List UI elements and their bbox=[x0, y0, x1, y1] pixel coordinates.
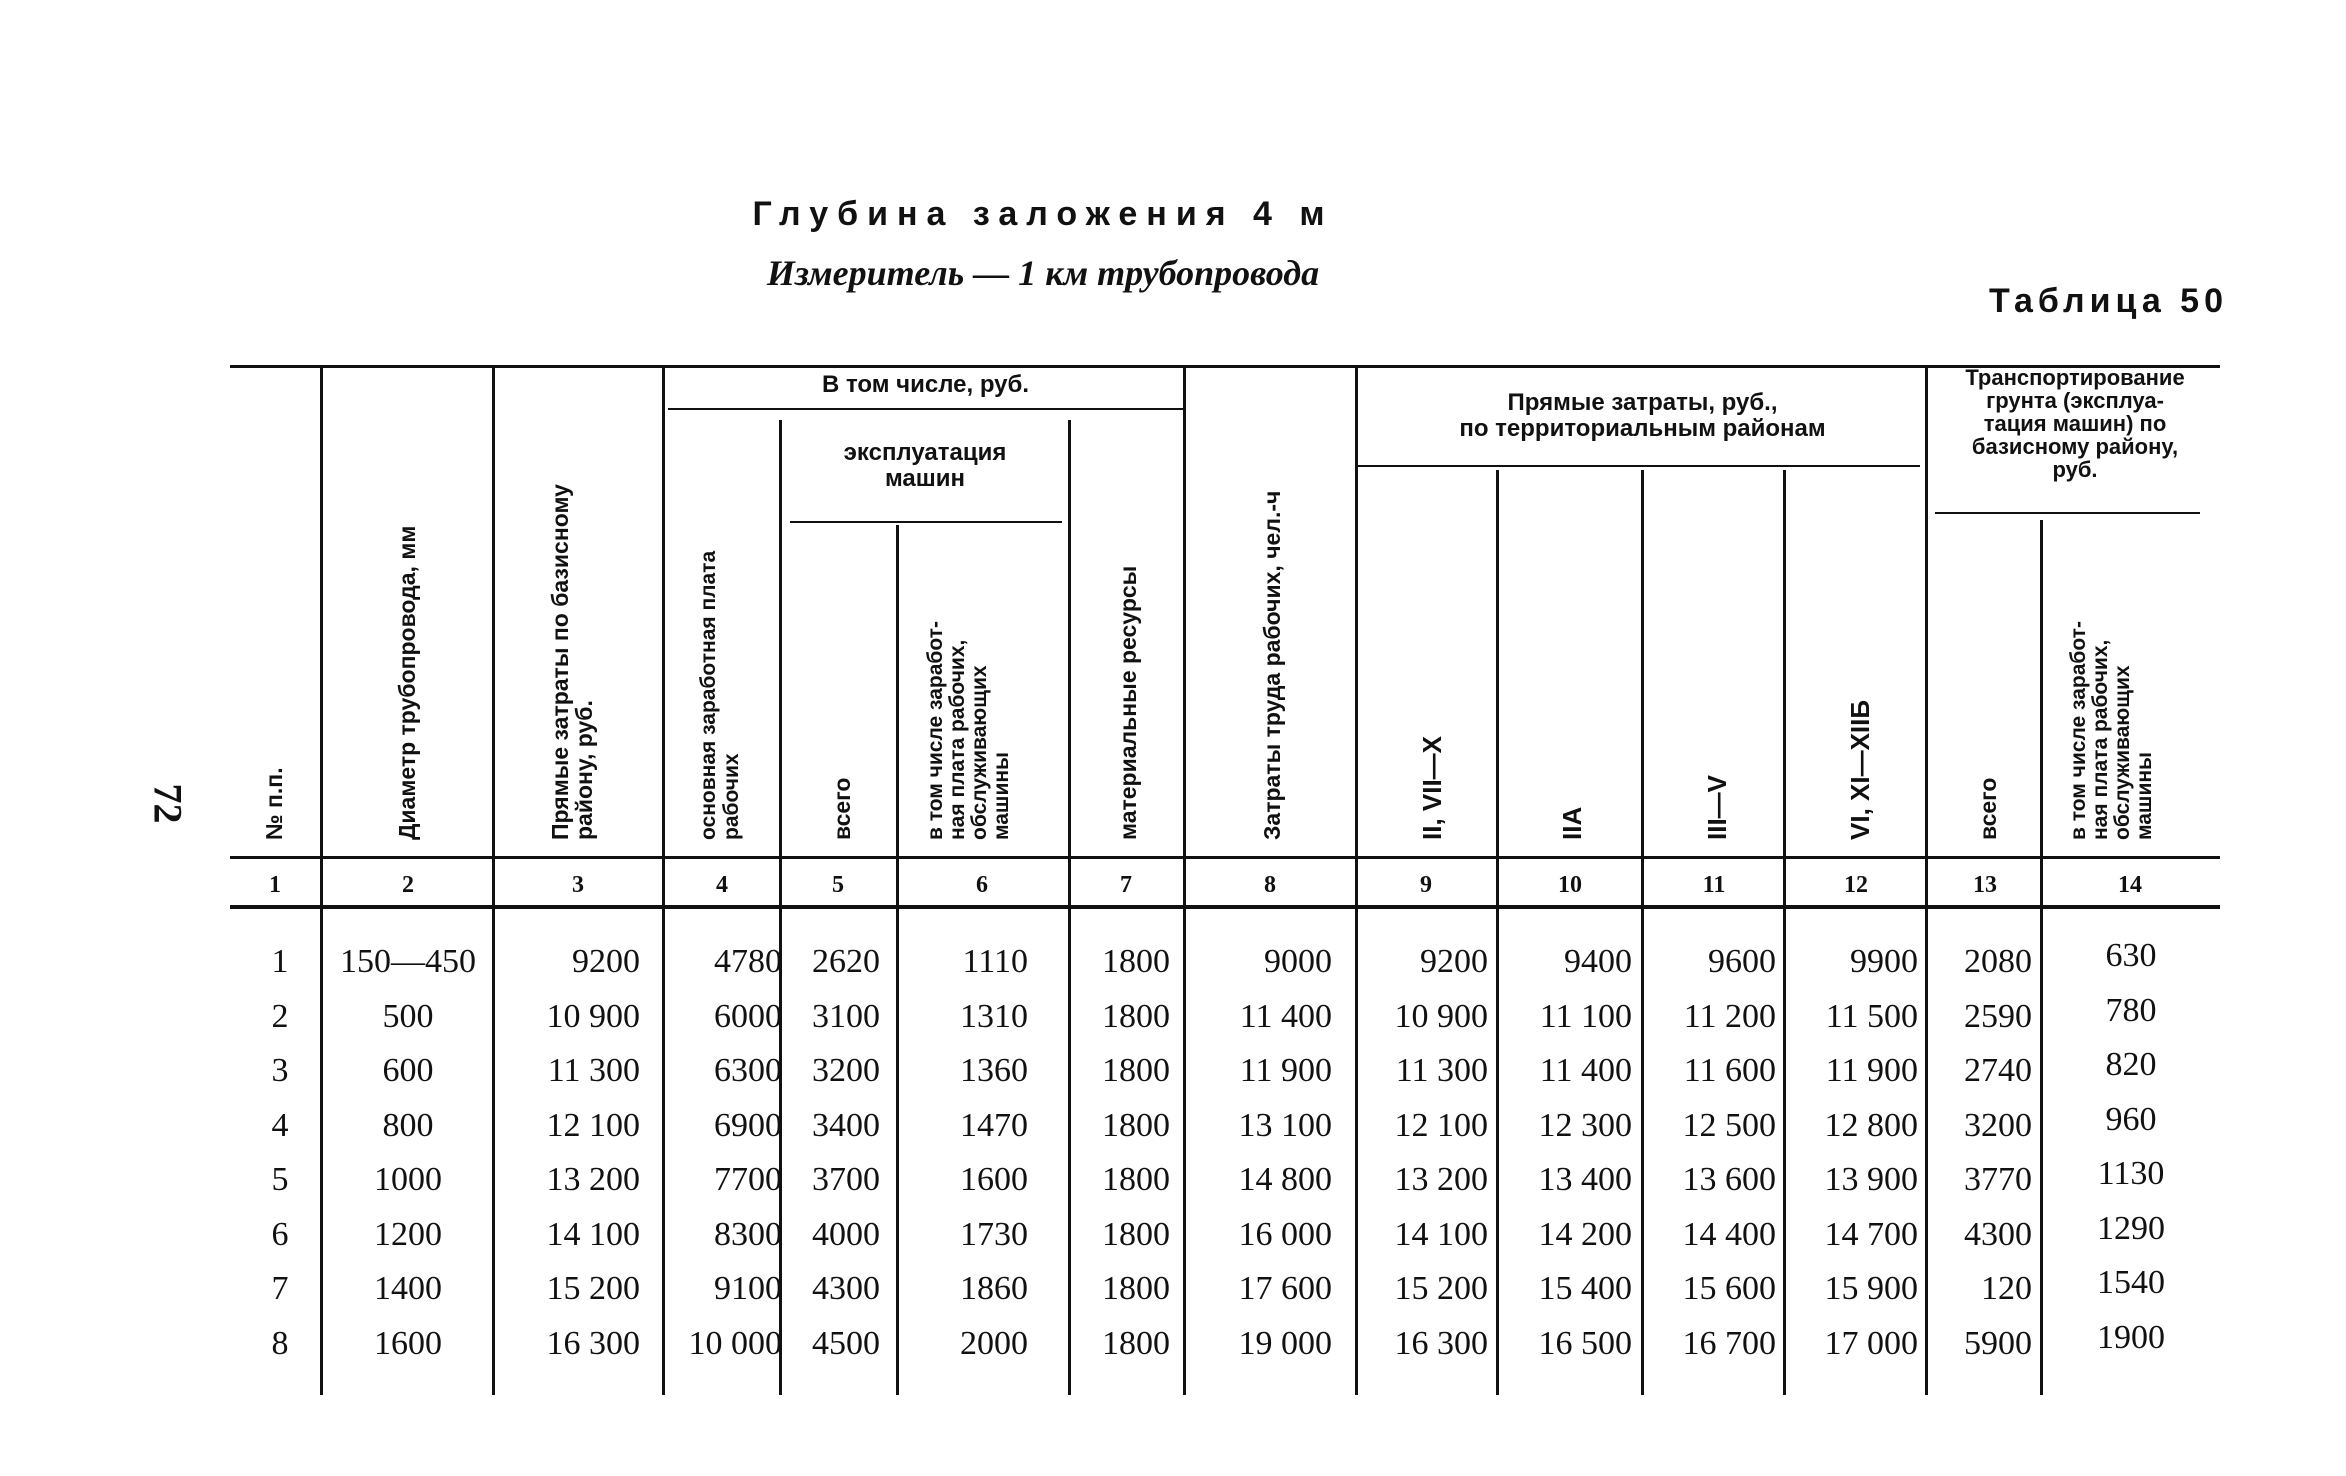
table-cell-col-3: 12 100 bbox=[546, 1106, 640, 1144]
header-col-10: IIA bbox=[1557, 806, 1587, 840]
table-cell-col-10: 13 400 bbox=[1538, 1161, 1632, 1198]
table-cell-col-7: 1800 bbox=[1102, 997, 1170, 1035]
table-cell-col-8: 13 100 bbox=[1238, 1106, 1332, 1144]
table-cell-col-4: 4780 bbox=[714, 943, 782, 980]
table-cell-col-12: 12 800 bbox=[1824, 1106, 1918, 1144]
table-cell-col-13: 3770 bbox=[1964, 1161, 2032, 1198]
table-cell-col-9: 16 300 bbox=[1394, 1324, 1488, 1362]
header-col-14-line3: обслуживающих bbox=[2111, 665, 2134, 840]
table-cell-col-14: 820 bbox=[2105, 1046, 2157, 1083]
group-mach-rule bbox=[790, 521, 1062, 523]
header-col-4-line1: основная заработная плата bbox=[697, 550, 720, 840]
header-col-6-line2: ная плата рабочих, bbox=[946, 639, 969, 840]
header-col-14-line2: ная плата рабочих, bbox=[2089, 639, 2112, 840]
header-col-4 bbox=[697, 551, 743, 840]
table-cell-col-10: 11 100 bbox=[1539, 997, 1632, 1035]
table-cell-col-7: 1800 bbox=[1102, 1161, 1170, 1198]
table-cell-col-8: 14 800 bbox=[1238, 1161, 1332, 1198]
col-number: 5 bbox=[832, 872, 844, 898]
table-cell-col-4: 10 000 bbox=[688, 1324, 782, 1362]
header-col-11: III—V bbox=[1702, 774, 1732, 840]
header-col-6-line1: в том числе заработ- bbox=[924, 621, 947, 840]
header-col-14-line1: в том числе заработ- bbox=[2067, 621, 2090, 840]
col-number: 2 bbox=[402, 872, 414, 898]
header-col-14-line4: машины bbox=[2133, 752, 2156, 840]
table-cell-col-13: 120 bbox=[1981, 1270, 2032, 1307]
header-group-machines-line1: эксплуатация bbox=[843, 439, 1007, 466]
table-cell-col-1: 5 bbox=[271, 1161, 289, 1198]
table-cell-col-13: 2080 bbox=[1964, 943, 2032, 980]
header-col-9: II, VII—X bbox=[1417, 735, 1447, 840]
table-cell-col-8: 11 400 bbox=[1239, 997, 1332, 1035]
header-col-12: VI, XI—XIIБ bbox=[1845, 699, 1875, 840]
table-cell-col-9: 14 100 bbox=[1394, 1215, 1488, 1253]
header-group-territorial-line2: по территориальным районам bbox=[1459, 415, 1826, 442]
table-cell-col-3: 11 300 bbox=[547, 1052, 640, 1089]
table-cell-col-1: 4 bbox=[271, 1106, 289, 1144]
table-cell-col-9: 15 200 bbox=[1394, 1270, 1488, 1307]
header-group-machines-line2: машин bbox=[884, 465, 966, 492]
table-cell-col-6: 1860 bbox=[960, 1270, 1028, 1307]
header-group-territorial-line1: Прямые затраты, руб., bbox=[1507, 389, 1778, 416]
table-cell-col-7: 1800 bbox=[1102, 1324, 1170, 1362]
header-col-8: Затраты труда рабочих, чел.-ч bbox=[1259, 490, 1285, 840]
table-cell-col-14: 1290 bbox=[2097, 1209, 2165, 1247]
table-cell-col-14: 780 bbox=[2105, 991, 2157, 1029]
table-cell-col-2: 1600 bbox=[374, 1324, 442, 1362]
table-cell-col-2: 800 bbox=[382, 1106, 434, 1144]
table-cell-col-5: 4500 bbox=[812, 1324, 880, 1362]
table-cell-col-5: 3700 bbox=[812, 1161, 880, 1198]
table-cell-col-12: 17 000 bbox=[1824, 1324, 1918, 1362]
table-cell-col-10: 9400 bbox=[1564, 943, 1632, 980]
table-cell-col-13: 2590 bbox=[1964, 997, 2032, 1035]
table-cell-col-4: 8300 bbox=[714, 1215, 782, 1253]
col-number: 8 bbox=[1264, 872, 1276, 898]
table-cell-col-14: 1540 bbox=[2097, 1264, 2165, 1301]
group-terr-rule bbox=[1358, 465, 1920, 467]
col-divider bbox=[320, 365, 323, 1395]
col-divider bbox=[2040, 520, 2043, 1395]
table-top-rule bbox=[230, 365, 2220, 368]
col-number: 1 bbox=[269, 872, 281, 898]
col-number: 10 bbox=[1558, 872, 1582, 898]
header-group-transport bbox=[1930, 366, 2220, 481]
table-cell-col-12: 14 700 bbox=[1824, 1215, 1918, 1253]
table-cell-col-4: 6300 bbox=[714, 1052, 782, 1089]
header-group-transport-line1: Транспортирование bbox=[1965, 365, 2185, 390]
table-cell-col-7: 1800 bbox=[1102, 1215, 1170, 1253]
table-cell-col-9: 13 200 bbox=[1394, 1161, 1488, 1198]
col-number: 6 bbox=[976, 872, 988, 898]
table-cell-col-8: 19 000 bbox=[1238, 1324, 1332, 1362]
table-cell-col-5: 4000 bbox=[812, 1215, 880, 1253]
table-cell-col-9: 9200 bbox=[1420, 943, 1488, 980]
header-col-14 bbox=[2068, 621, 2156, 840]
header-col-6-line3: обслуживающих bbox=[968, 665, 991, 840]
group-incl-rule bbox=[668, 408, 1183, 410]
table-cell-col-11: 15 600 bbox=[1682, 1270, 1776, 1307]
col-divider bbox=[1496, 470, 1499, 1395]
table-cell-col-1: 3 bbox=[271, 1052, 289, 1089]
table-cell-col-8: 17 600 bbox=[1238, 1270, 1332, 1307]
table-cell-col-13: 3200 bbox=[1964, 1106, 2032, 1144]
table-cell-col-2: 1200 bbox=[374, 1215, 442, 1253]
col-number: 7 bbox=[1120, 872, 1132, 898]
table-cell-col-5: 3200 bbox=[812, 1052, 880, 1089]
header-bottom-rule bbox=[230, 856, 2220, 859]
header-group-transport-line3: тация машин) по bbox=[1983, 411, 2167, 436]
header-group-transport-line2: грунта (эксплуа- bbox=[1986, 388, 2164, 413]
table-cell-col-6: 1360 bbox=[960, 1052, 1028, 1089]
table-cell-col-11: 9600 bbox=[1708, 943, 1776, 980]
table-cell-col-1: 1 bbox=[271, 943, 289, 980]
table-cell-col-13: 4300 bbox=[1964, 1215, 2032, 1253]
table-cell-col-14: 630 bbox=[2105, 937, 2157, 974]
header-group-incl: В том числе, руб. bbox=[821, 371, 1030, 398]
table-cell-col-12: 9900 bbox=[1850, 943, 1918, 980]
table-cell-col-3: 13 200 bbox=[546, 1161, 640, 1198]
group-trans-rule bbox=[1935, 512, 2200, 514]
header-col-7: материальные ресурсы bbox=[1115, 565, 1141, 840]
header-group-transport-line5: руб. bbox=[2052, 457, 2098, 482]
table-cell-col-8: 11 900 bbox=[1239, 1052, 1332, 1089]
table-cell-col-11: 11 600 bbox=[1683, 1052, 1776, 1089]
table-cell-col-2: 150—450 bbox=[340, 943, 476, 980]
table-cell-col-11: 11 200 bbox=[1683, 997, 1776, 1035]
col-number: 13 bbox=[1973, 872, 1997, 898]
header-col-4-line2: рабочих bbox=[720, 753, 743, 840]
table-cell-col-10: 16 500 bbox=[1538, 1324, 1632, 1362]
table-cell-col-4: 7700 bbox=[714, 1161, 782, 1198]
table-cell-col-12: 11 900 bbox=[1825, 1052, 1918, 1089]
col-number: 12 bbox=[1844, 872, 1868, 898]
table-cell-col-3: 9200 bbox=[572, 943, 640, 980]
table-cell-col-7: 1800 bbox=[1102, 1052, 1170, 1089]
table-cell-col-5: 3400 bbox=[812, 1106, 880, 1144]
table-cell-col-11: 12 500 bbox=[1682, 1106, 1776, 1144]
col-number: 11 bbox=[1702, 872, 1726, 898]
table-cell-col-10: 12 300 bbox=[1538, 1106, 1632, 1144]
table-cell-col-4: 6900 bbox=[714, 1106, 782, 1144]
header-col-6-line4: машины bbox=[990, 752, 1013, 840]
header-col-1: № п.п. bbox=[261, 767, 287, 840]
table-cell-col-10: 11 400 bbox=[1539, 1052, 1632, 1089]
table-cell-col-9: 12 100 bbox=[1394, 1106, 1488, 1144]
table-cell-col-5: 3100 bbox=[812, 997, 880, 1035]
table-cell-col-2: 500 bbox=[382, 997, 434, 1035]
col-number: 14 bbox=[2118, 872, 2142, 898]
header-col-3-line2: району, руб. bbox=[571, 700, 597, 840]
col-divider bbox=[1641, 470, 1644, 1395]
table-cell-col-6: 1310 bbox=[960, 997, 1028, 1035]
colno-bottom-rule bbox=[230, 905, 2220, 909]
table-cell-col-9: 11 300 bbox=[1395, 1052, 1488, 1089]
header-col-3 bbox=[548, 484, 596, 840]
table-cell-col-1: 6 bbox=[271, 1215, 289, 1253]
table-cell-col-13: 2740 bbox=[1964, 1052, 2032, 1089]
table-cell-col-6: 1110 bbox=[962, 943, 1028, 980]
table-cell-col-7: 1800 bbox=[1102, 1106, 1170, 1144]
header-col-6 bbox=[925, 621, 1013, 840]
table-cell-col-6: 2000 bbox=[960, 1324, 1028, 1362]
table-cell-col-11: 13 600 bbox=[1682, 1161, 1776, 1198]
table-cell-col-3: 15 200 bbox=[546, 1270, 640, 1307]
table-cell-col-1: 7 bbox=[271, 1270, 289, 1307]
table-cell-col-1: 2 bbox=[271, 997, 289, 1035]
table-cell-col-6: 1730 bbox=[960, 1215, 1028, 1253]
header-group-territorial bbox=[1360, 390, 1925, 442]
col-number: 9 bbox=[1420, 872, 1432, 898]
table-cell-col-14: 960 bbox=[2105, 1100, 2157, 1138]
page-title: Глубина заложения 4 м bbox=[752, 195, 1334, 233]
header-group-transport-line4: базисному району, bbox=[1971, 434, 2179, 459]
table-cell-col-7: 1800 bbox=[1102, 943, 1170, 980]
table-cell-col-6: 1600 bbox=[960, 1161, 1028, 1198]
col-number: 4 bbox=[716, 872, 728, 898]
table-cell-col-12: 13 900 bbox=[1824, 1161, 1918, 1198]
table-cell-col-5: 4300 bbox=[812, 1270, 880, 1307]
table-cell-col-13: 5900 bbox=[1964, 1324, 2032, 1362]
table-cell-col-14: 1900 bbox=[2097, 1318, 2165, 1356]
table-cell-col-4: 6000 bbox=[714, 997, 782, 1035]
table-cell-col-2: 1000 bbox=[374, 1161, 442, 1198]
table-cell-col-8: 9000 bbox=[1264, 943, 1332, 980]
header-group-machines bbox=[785, 440, 1065, 492]
header-col-5: всего bbox=[829, 777, 855, 840]
table-cell-col-2: 600 bbox=[382, 1052, 434, 1089]
col-number: 3 bbox=[572, 872, 584, 898]
header-col-2: Диаметр трубопровода, мм bbox=[394, 525, 420, 840]
table-cell-col-5: 2620 bbox=[812, 943, 880, 980]
col-divider bbox=[1783, 470, 1786, 1395]
table-cell-col-7: 1800 bbox=[1102, 1270, 1170, 1307]
table-cell-col-10: 14 200 bbox=[1538, 1215, 1632, 1253]
table-cell-col-6: 1470 bbox=[960, 1106, 1028, 1144]
table-cell-col-9: 10 900 bbox=[1394, 997, 1488, 1035]
table-cell-col-12: 11 500 bbox=[1825, 997, 1918, 1035]
table-label: Таблица 50 bbox=[1989, 282, 2228, 320]
table-cell-col-14: 1130 bbox=[2097, 1155, 2165, 1192]
table-cell-col-3: 10 900 bbox=[546, 997, 640, 1035]
table-cell-col-3: 14 100 bbox=[546, 1215, 640, 1253]
table-cell-col-11: 14 400 bbox=[1682, 1215, 1776, 1253]
table-cell-col-3: 16 300 bbox=[546, 1324, 640, 1362]
header-col-3-line1: Прямые затраты по базисному bbox=[547, 484, 573, 840]
table-cell-col-12: 15 900 bbox=[1824, 1270, 1918, 1307]
table-cell-col-2: 1400 bbox=[374, 1270, 442, 1307]
table-cell-col-8: 16 000 bbox=[1238, 1215, 1332, 1253]
table-cell-col-4: 9100 bbox=[714, 1270, 782, 1307]
page-number: 72 bbox=[145, 783, 191, 824]
page-subtitle: Измеритель — 1 км трубопровода bbox=[766, 253, 1320, 293]
table-cell-col-11: 16 700 bbox=[1682, 1324, 1776, 1362]
header-col-13: всего bbox=[1975, 777, 2001, 840]
table-cell-col-1: 8 bbox=[271, 1324, 289, 1362]
table-cell-col-10: 15 400 bbox=[1538, 1270, 1632, 1307]
